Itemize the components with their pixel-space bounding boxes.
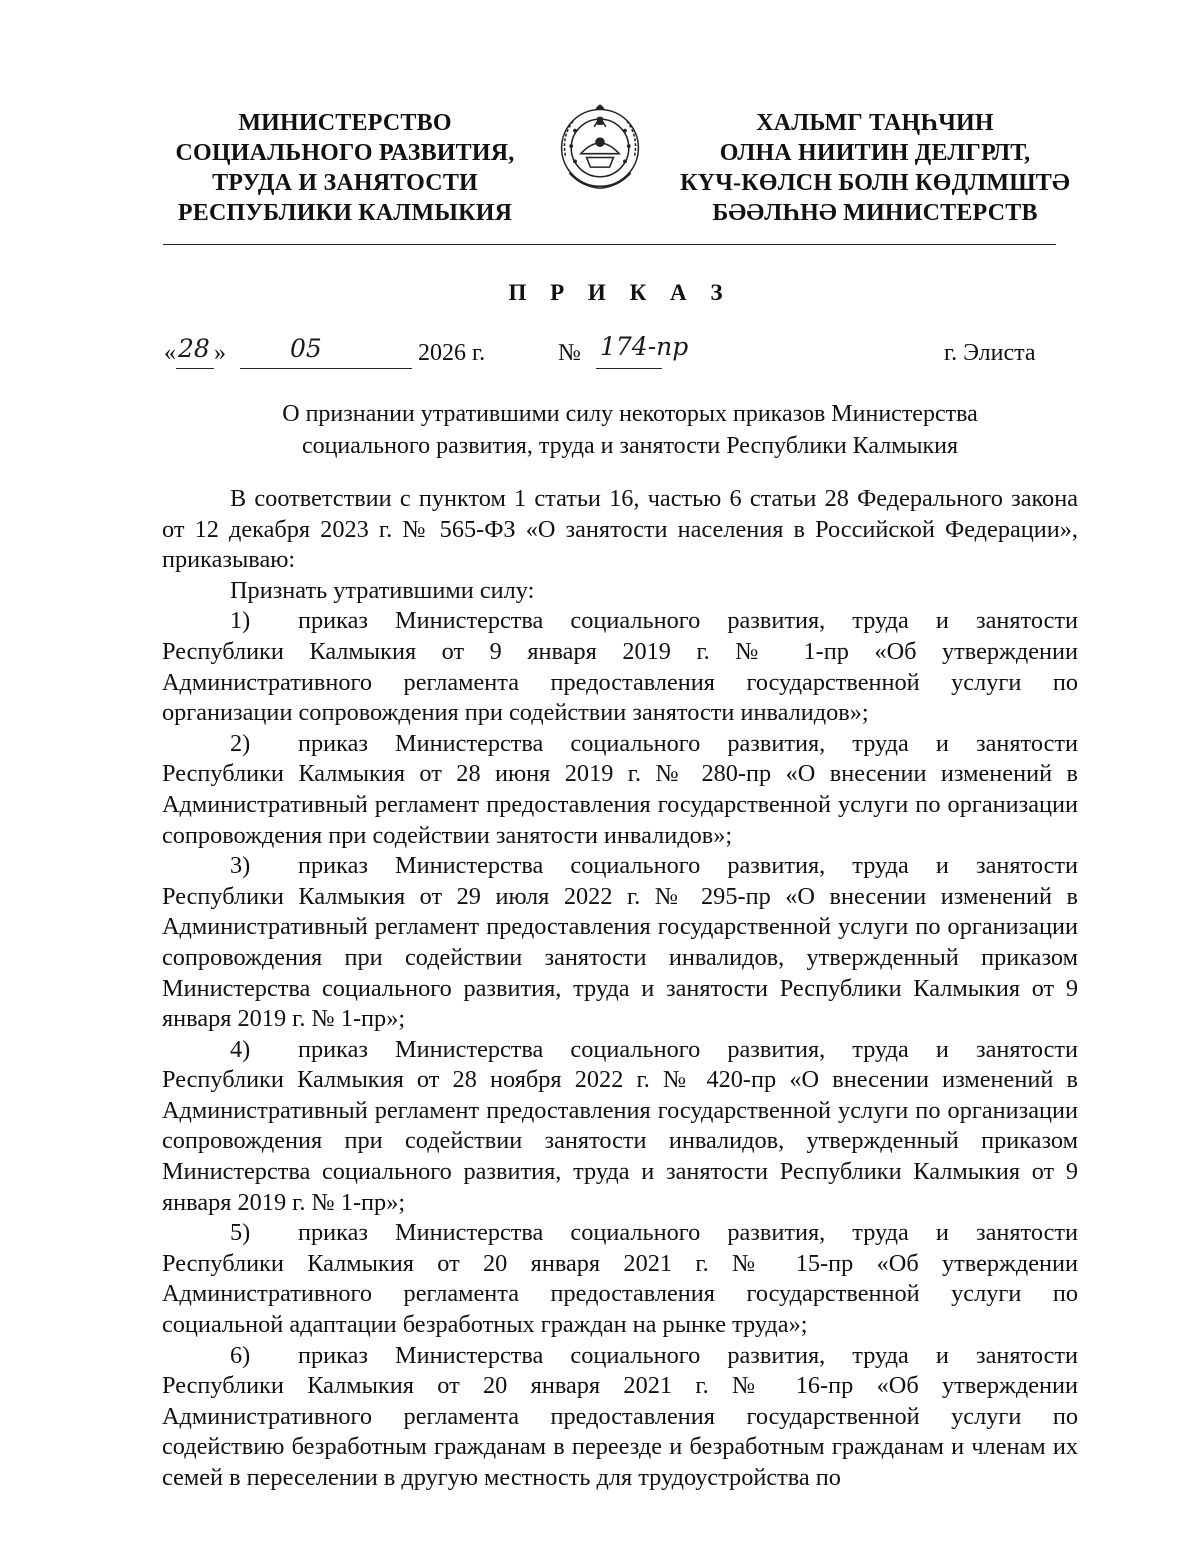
list-item-text: приказ Министерства социального развития, труда и занятости Республики Калмыкия от 20 января 2021 г. № 15-пр «Об утверждении Административного регламента предоставления государственной услуги по социальной адаптации безработных граждан на рынке труда»; bbox=[162, 1219, 1078, 1339]
order-city: г. Элиста bbox=[944, 340, 1036, 366]
list-item-number: 1) bbox=[230, 607, 251, 635]
order-body bbox=[162, 484, 1078, 1494]
order-year: 2026 г. bbox=[418, 340, 486, 366]
list-item bbox=[162, 606, 1078, 728]
document-type-title: П Р И К А З bbox=[508, 280, 732, 305]
preamble-paragraph: В соответствии с пунктом 1 статьи 16, частью 6 статьи 28 Федерального закона от 12 декабря 2023 г. № 565-ФЗ «О занятости населения в Российской Федерации», приказываю: bbox=[162, 485, 1078, 574]
ministry-line: ХАЛЬМГ ТАҢҺЧИН bbox=[756, 110, 994, 136]
number-underline bbox=[596, 368, 662, 369]
ministry-line: ТРУДА И ЗАНЯТОСТИ bbox=[212, 170, 478, 196]
number-label: № bbox=[558, 340, 581, 366]
order-month: 05 bbox=[290, 334, 322, 363]
month-underline bbox=[240, 368, 412, 369]
list-item-number: 2) bbox=[230, 729, 251, 757]
list-item-text: приказ Министерства социального развития, труда и занятости Республики Калмыкия от 28 июня 2019 г. № 280-пр «О внесении изменений в Административный регламент предоставления государственной услуги по организации сопровождения при содействии занятости инвалидов»; bbox=[162, 729, 1078, 849]
list-item-text: приказ Министерства социального развития, труда и занятости Республики Калмыкия от 9 января 2019 г. № 1-пр «Об утверждении Административного регламента предоставления государственной услуги по организации сопровождения при содействии занятости инвалидов»; bbox=[162, 607, 1078, 727]
list-item-number: 5) bbox=[230, 1219, 251, 1247]
order-subject bbox=[160, 398, 1100, 462]
open-quote: « bbox=[164, 340, 176, 366]
list-item bbox=[162, 729, 1078, 851]
day-underline bbox=[176, 368, 214, 369]
list-item-text: приказ Министерства социального развития, труда и занятости Республики Калмыкия от 28 ноября 2022 г. № 420-пр «О внесении изменений в Административный регламент предоставления государственной услуги по организации сопровождения при содействии занятости инвалидов, утвержденный приказом Министерства социального развития, труда и занятости Республики Калмыкия от 9 января 2019 г. № 1-пр»; bbox=[162, 1035, 1078, 1216]
list-item-text: приказ Министерства социального развития, труда и занятости Республики Калмыкия от 20 января 2021 г. № 16-пр «Об утверждении Административного регламента предоставления государственной услуги по содействию безработным гражданам в переезде и безработным гражданам и членам их семей в переселении в другую местность для трудоустройства по bbox=[162, 1341, 1078, 1491]
list-item-number: 6) bbox=[230, 1341, 251, 1369]
subject-line: О признании утратившими силу некоторых приказов Министерства bbox=[282, 401, 978, 427]
order-day: 28 bbox=[178, 334, 210, 363]
list-item-text: приказ Министерства социального развития, труда и занятости Республики Калмыкия от 29 июля 2022 г. № 295-пр «О внесении изменений в Административный регламент предоставления государственной услуги по организации сопровождения при содействии занятости инвалидов, утвержденный приказом Министерства социального развития, труда и занятости Республики Калмыкия от 9 января 2019 г. № 1-пр»; bbox=[162, 852, 1078, 1033]
ministry-line: МИНИСТЕРСТВО bbox=[238, 110, 452, 136]
list-item bbox=[162, 851, 1078, 1035]
order-meta-row bbox=[0, 332, 1200, 376]
close-quote: » bbox=[214, 340, 226, 366]
ministry-line: КҮЧ-КӨЛСН БОЛН КӨДЛМШТӘ bbox=[680, 170, 1070, 196]
ministry-line: РЕСПУБЛИКИ КАЛМЫКИЯ bbox=[177, 200, 513, 226]
list-item bbox=[162, 1035, 1078, 1219]
ministry-line: ОЛНА НИИТИН ДЕЛГРЛТ, bbox=[719, 140, 1031, 166]
intro-paragraph: Признать утратившими силу: bbox=[230, 576, 535, 604]
coat-of-arms-emblem-icon bbox=[552, 98, 648, 194]
list-item bbox=[162, 1341, 1078, 1494]
order-number: 174-пр bbox=[600, 332, 689, 361]
list-item bbox=[162, 1218, 1078, 1340]
ministry-line: БӘӘЛҺНӘ МИНИСТЕРСТВ bbox=[712, 200, 1038, 226]
list-item-number: 4) bbox=[230, 1035, 251, 1063]
subject-line: социального развития, труда и занятости Республики Калмыкия bbox=[301, 433, 959, 459]
ministry-name-kalmyk bbox=[670, 108, 1080, 228]
list-item-number: 3) bbox=[230, 852, 251, 880]
header-divider bbox=[163, 244, 1056, 245]
ministry-name-russian bbox=[160, 108, 530, 228]
ministry-line: СОЦИАЛЬНОГО РАЗВИТИЯ, bbox=[175, 140, 515, 166]
